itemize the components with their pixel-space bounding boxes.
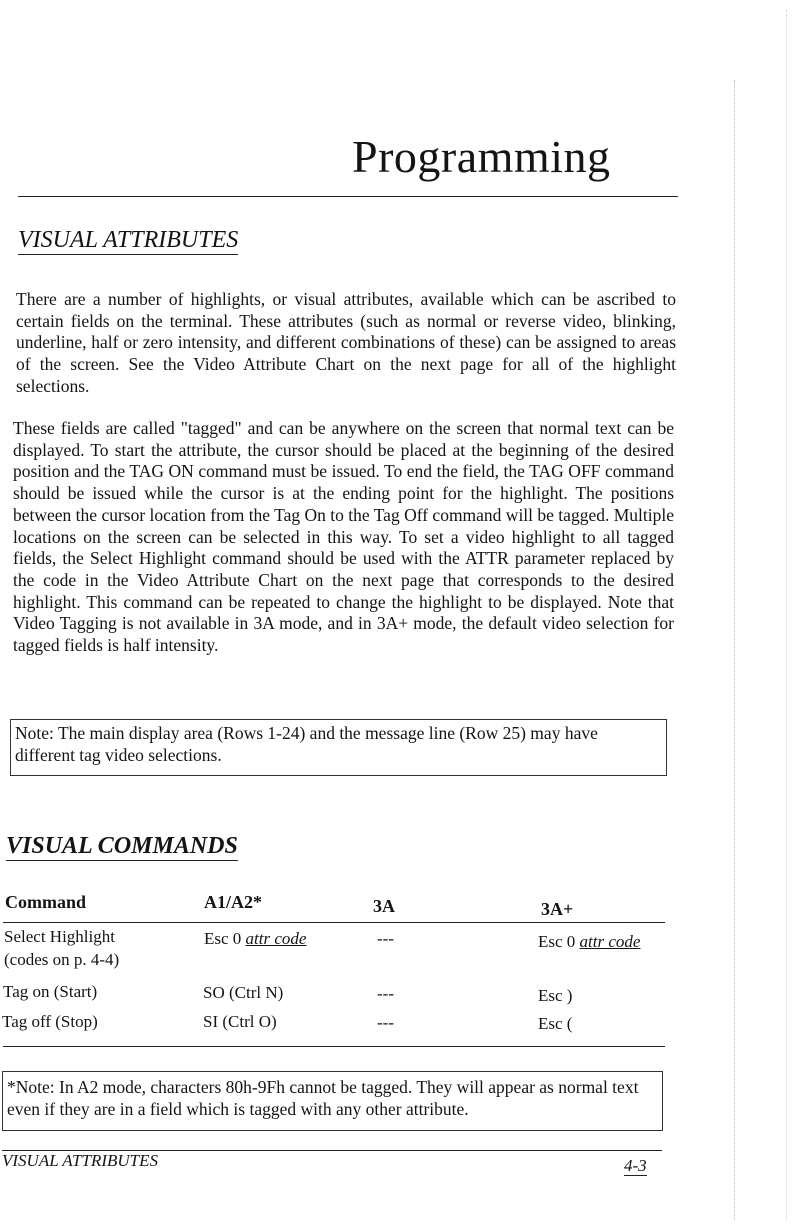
footer-section-title: VISUAL ATTRIBUTES <box>2 1151 159 1170</box>
scan-edge-mark <box>786 10 787 1220</box>
table-header-rule <box>3 922 665 923</box>
table-cell-a1a2: SO (Ctrl N) <box>203 983 284 1002</box>
table-cell-3a: --- <box>377 984 394 1003</box>
table-bottom-rule <box>3 1046 665 1047</box>
table-cell-a1a2: SI (Ctrl O) <box>203 1012 277 1031</box>
title-rule <box>18 196 678 197</box>
table-cell-3aplus: Esc ( <box>538 1014 573 1033</box>
cell-prefix: Esc 0 <box>204 929 246 948</box>
chapter-title: Programming <box>352 131 611 182</box>
table-cell-3a: --- <box>377 929 394 948</box>
cell-code: attr code <box>245 929 307 948</box>
cell-prefix: Esc 0 <box>538 932 580 951</box>
paragraph: These fields are called "tagged" and can be anywhere on the screen that normal text can be displayed. To start the attribute, the cursor should be placed at the beginning of the desired position and the TAG ON command must be issued. To end the field, the TAG OFF command should be issued while the cursor is at the ending point for the highlight. The positions between the cursor location from the Tag On to the Tag Off command will be tagged. Multiple locations on the screen can be selected in this way. To set a video highlight to all tagged fields, the Select Highlight command should be used with the ATTR parameter replaced by the code in the Video Attribute Chart on the next page that corresponds to the desired highlight. This command can be repeated to change the highlight to be displayed. Note that Video Tagging is not available in 3A mode, and in 3A+ mode, the default video selection for tagged fields is half intensity. <box>13 418 674 656</box>
column-header-3a: 3A <box>373 896 395 916</box>
note-box: Note: The main display area (Rows 1-24) and the message line (Row 25) may have different tag video selections. <box>10 719 667 776</box>
table-cell-3aplus <box>538 932 640 952</box>
footnote-box: *Note: In A2 mode, characters 80h-9Fh cannot be tagged. They will appear as normal text even if they are in a field which is tagged with any other attribute. <box>2 1071 663 1131</box>
column-header-a1a2: A1/A2* <box>204 892 262 912</box>
table-cell-3a: --- <box>377 1013 394 1032</box>
page-number: 4-3 <box>624 1156 647 1175</box>
section-heading-visual-attributes: VISUAL ATTRIBUTES <box>18 227 238 255</box>
paragraph: There are a number of highlights, or visual attributes, available which can be ascribed to certain fields on the terminal. These attributes (such as normal or reverse video, blinking, underline, half or zero intensity, and different combinations of these) can be assigned to areas of the screen. See the Video Attribute Chart on the next page for all of the highlight selections. <box>16 289 676 396</box>
table-cell-command: Tag on (Start) <box>3 982 98 1001</box>
cell-code: attr code <box>579 932 641 951</box>
section-heading-visual-commands: VISUAL COMMANDS <box>6 833 238 861</box>
table-cell-a1a2 <box>204 929 306 949</box>
column-header-3aplus: 3A+ <box>541 899 574 919</box>
table-cell-3aplus: Esc ) <box>538 986 573 1005</box>
table-cell-command: Select Highlight <box>4 927 115 946</box>
table-cell-command-sub: (codes on p. 4-4) <box>4 950 120 969</box>
scan-edge-mark <box>734 80 735 1220</box>
table-cell-command: Tag off (Stop) <box>2 1012 98 1031</box>
column-header-command: Command <box>5 892 87 912</box>
